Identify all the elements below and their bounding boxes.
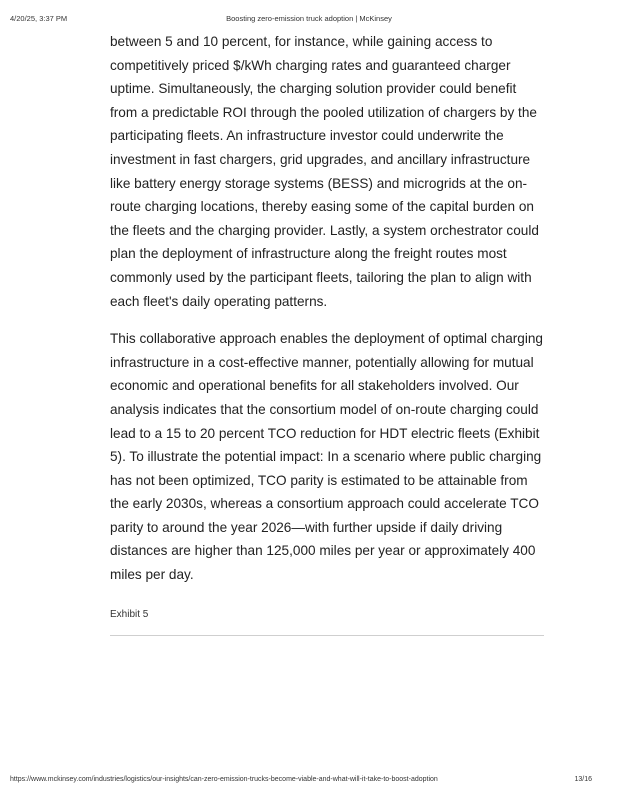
page-number: 13/16 bbox=[574, 776, 592, 783]
paragraph-collaborative-approach: This collaborative approach enables the deployment of optimal charging infrastructure in a cost-effective manner, potentially allowing for mutual economic and operational benefits for all stakeholders involved. Our analysis indicates that the consortium model of on-route charging could lead to a 15 to 20 percent TCO reduction for HDT electric fleets (Exhibit 5). To illustrate the potential impact: In a scenario where public charging has not been optimized, TCO parity is estimated to be attainable from the early 2030s, whereas a consortium approach could accelerate TCO parity to around the year 2026—with further upside if daily driving distances are higher than 125,000 miles per year or approximately 400 miles per day. bbox=[110, 331, 543, 583]
print-header bbox=[0, 14, 618, 26]
article-body bbox=[110, 30, 544, 587]
print-title: Boosting zero-emission truck adoption | McKinsey bbox=[226, 14, 392, 23]
paragraph-consortium-benefits: between 5 and 10 percent, for instance, while gaining access to competitively priced $/kWh charging rates and guaranteed charger uptime. Simultaneously, the charging solution provider could benefit from a predictable ROI through the pooled utilization of chargers by the participating fleets. An infrastructure investor could underwrite the investment in fast chargers, grid upgrades, and ancillary infrastructure like battery energy storage systems (BESS) and microgrids at the on-route charging locations, thereby easing some of the capital burden on the fleets and the charging provider. Lastly, a system orchestrator could plan the deployment of infrastructure along the freight routes most commonly used by the participant fleets, tailoring the plan to align with each fleet's daily operating patterns. bbox=[110, 34, 539, 309]
source-url: https://www.mckinsey.com/industries/logistics/our-insights/can-zero-emission-trucks-become-viable-and-what-will-it-take-to-boost-adoption bbox=[10, 776, 438, 783]
print-date: 4/20/25, 3:37 PM bbox=[10, 14, 68, 23]
exhibit-divider bbox=[110, 635, 544, 636]
print-footer bbox=[0, 776, 618, 788]
exhibit-label: Exhibit 5 bbox=[110, 609, 149, 620]
